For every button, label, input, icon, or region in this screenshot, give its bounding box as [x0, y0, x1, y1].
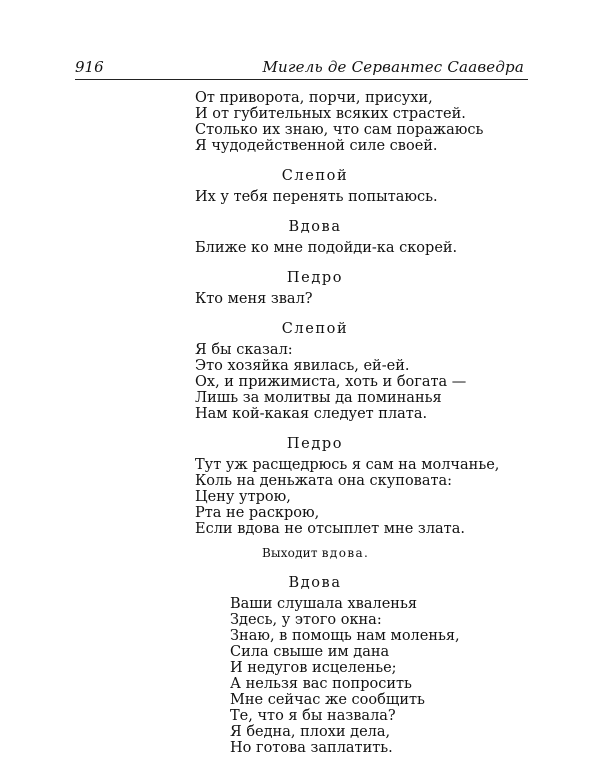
verse-line: Цену утрою, — [195, 489, 291, 505]
verse-stanza — [195, 457, 500, 537]
verse-line: Но готова заплатить. — [230, 740, 393, 756]
verse-line: Это хозяйка явилась, ей-ей. — [195, 358, 410, 374]
verse-line: Я бы сказал: — [195, 342, 293, 358]
verse-line: Лишь за молитвы да поминанья — [195, 390, 442, 406]
verse-line: Рта не раскрою, — [195, 505, 320, 521]
verse-line: Ближе ко мне подойди-ка скорей. — [195, 240, 458, 256]
verse-line: Те, что я бы назвала? — [230, 708, 396, 724]
verse-line: Ваши слушала хваленья — [230, 596, 417, 612]
verse-line: Мне сейчас же сообщить — [230, 692, 425, 708]
verse-line: Я бедна, плохи дела, — [230, 724, 391, 740]
stage-direction — [195, 545, 435, 561]
verse-line: И от губительных всяких страстей. — [195, 106, 466, 122]
speaker-name: Педро — [286, 436, 344, 452]
verse-line: Я чудодейственной силе своей. — [195, 138, 438, 154]
verse-line: Если вдова не отсыплет мне злата. — [195, 521, 465, 537]
verse-line: Знаю, в помощь нам моленья, — [230, 628, 460, 644]
header-rule — [75, 79, 528, 80]
verse-stanza — [195, 90, 495, 154]
speaker-name: Вдова — [288, 575, 342, 591]
running-header — [75, 58, 528, 78]
verse-line: Их у тебя перенять попытаюсь. — [195, 189, 438, 205]
verse-stanza — [195, 189, 495, 205]
verse-line: Кто меня звал? — [195, 291, 313, 307]
stage-direction-text: Выходит — [261, 546, 322, 560]
verse-line: От приворота, порчи, присухи, — [195, 90, 433, 106]
verse-stanza — [195, 342, 495, 422]
verse-line: А нельзя вас попросить — [230, 676, 412, 692]
verse-line: Нам кой-какая следует плата. — [195, 406, 428, 422]
running-title: Мигель де Сервантес Сааведра — [262, 58, 524, 76]
verse-line: Коль на деньжата она скуповата: — [195, 473, 453, 489]
verse-line: Сила свыше им дана — [230, 644, 390, 660]
speaker-name: Слепой — [281, 168, 349, 184]
speaker-name: Педро — [286, 270, 344, 286]
verse-stanza — [195, 596, 495, 756]
verse-line: Ох, и прижимиста, хоть и богата — — [195, 374, 467, 390]
verse-line: И недугов исцеленье; — [230, 660, 397, 676]
speaker-name: Слепой — [281, 321, 349, 337]
stage-direction-character: вдова — [321, 546, 365, 560]
play-text — [195, 90, 500, 756]
verse-stanza — [195, 240, 495, 256]
speaker-name: Вдова — [288, 219, 342, 235]
page-number: 916 — [75, 58, 104, 76]
verse-line: Столько их знаю, что сам поражаюсь — [195, 122, 484, 138]
verse-stanza — [195, 291, 495, 307]
verse-line: Тут уж расщедрюсь я сам на молчанье, — [195, 457, 500, 473]
verse-line: Здесь, у этого окна: — [230, 612, 382, 628]
stage-direction-punctuation: . — [364, 546, 369, 560]
